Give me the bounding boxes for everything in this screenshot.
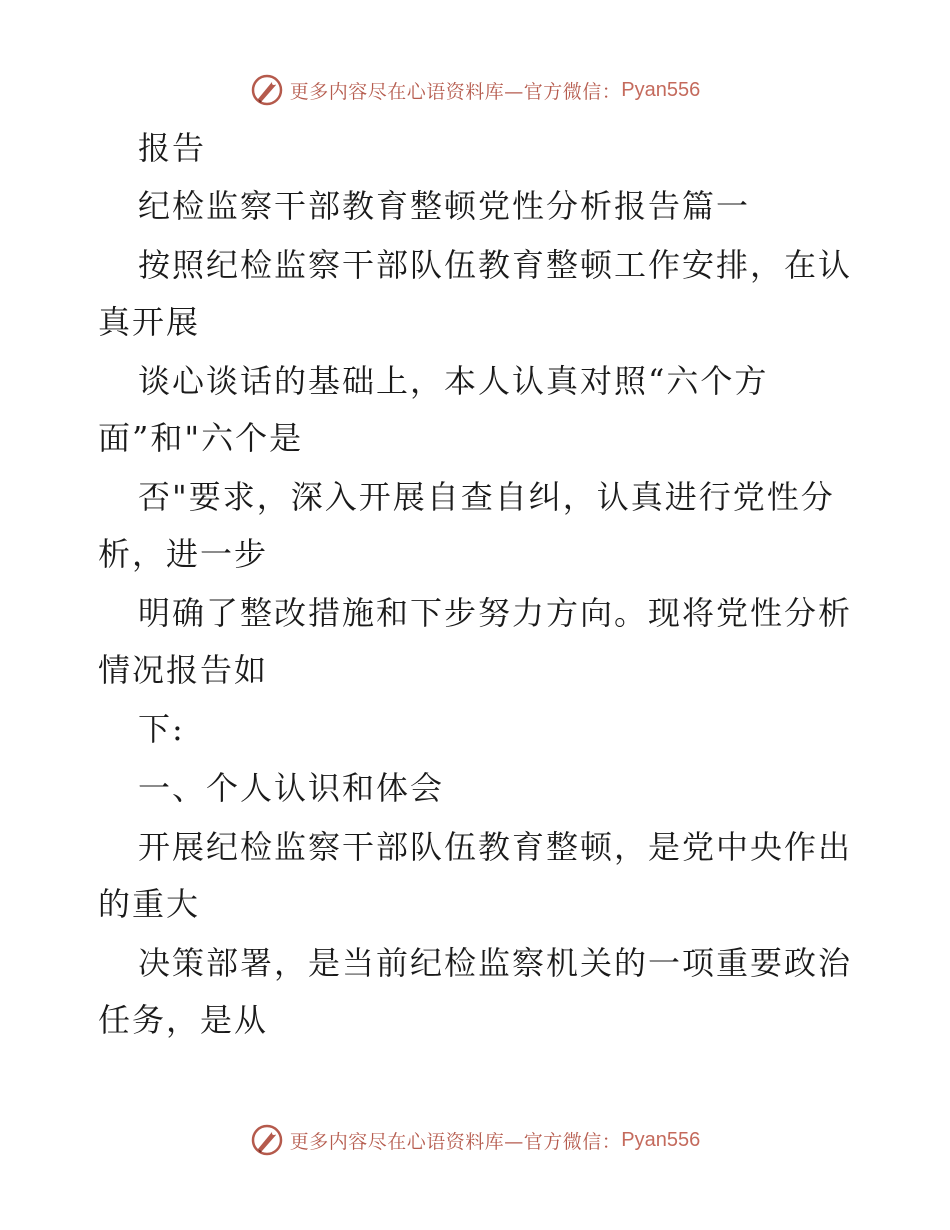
text-line: 情况报告如 [98, 651, 269, 689]
pen-logo-icon [250, 73, 284, 107]
text-line: 明确了整改措施和下步努力方向。现将党性分析 [138, 594, 853, 632]
watermark-wechat-id: Pyan556 [621, 78, 701, 101]
watermark-text: 更多内容尽在心语资料库—官方微信： [289, 80, 622, 103]
watermark-wechat-id: Pyan556 [621, 1128, 701, 1151]
text-line: 按照纪检监察干部队伍教育整顿工作安排，在认 [138, 246, 853, 284]
text-line: 谈心谈话的基础上，本人认真对照“六个方 [138, 362, 769, 400]
text-line: 析，进一步 [98, 535, 269, 573]
pen-logo-icon [250, 1123, 284, 1157]
section-heading: 一、个人认识和体会 [138, 769, 445, 807]
text-line: 否"要求，深入开展自查自纠，认真进行党性分 [138, 478, 835, 516]
text-line: 纪检监察干部教育整顿党性分析报告篇一 [138, 187, 751, 225]
text-line: 决策部署，是当前纪检监察机关的一项重要政治 [138, 944, 853, 982]
text-line: 真开展 [98, 303, 201, 341]
watermark-text: 更多内容尽在心语资料库—官方微信： [289, 1130, 622, 1153]
text-line: 下: [138, 710, 185, 748]
text-line: 任务，是从 [98, 1001, 269, 1039]
text-line: 开展纪检监察干部队伍教育整顿，是党中央作出 [138, 828, 853, 866]
header-watermark [0, 70, 950, 110]
text-line: 报告 [138, 129, 207, 167]
footer-watermark [0, 1120, 950, 1160]
text-line: 面”和"六个是 [98, 419, 304, 457]
text-line: 的重大 [98, 885, 201, 923]
